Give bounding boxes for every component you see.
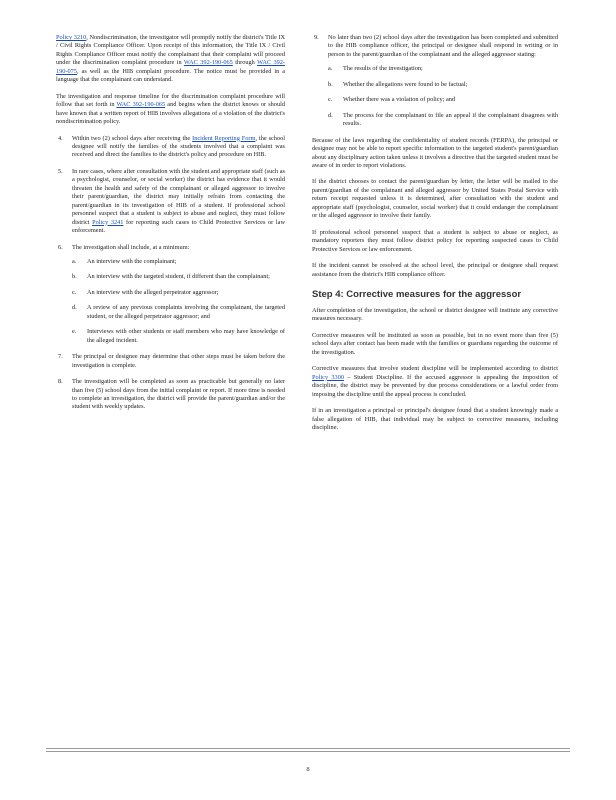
paragraph-after-completion: After completion of the investigation, the school or district designee will institute any corrective measures necessary.: [312, 306, 558, 323]
wac-392-190-065-link-2[interactable]: WAC 392-190-065: [116, 101, 166, 109]
policy-3241-link[interactable]: Policy 3241: [92, 218, 124, 226]
wac-392-190-065-link[interactable]: WAC 392-190-065: [183, 59, 233, 67]
footer-divider-2: [46, 751, 570, 752]
sub-item: b. An interview with the targeted student, if different than the complainant;: [72, 273, 270, 281]
footer-divider: [46, 748, 570, 749]
page-number: 8: [306, 766, 310, 773]
paragraph-ferpa: Because of the laws regarding the confidentiality of student records (FERPA), the principal or designee may not be able to report specific information to the targeted student's parent/guardian about any disciplinary action taken unless it involves a directive that the targeted student must be aware of in order to report violations.: [312, 136, 558, 169]
paragraph-unresolved: If the incident cannot be resolved at the school level, the principal or designee shall request assistance from the district's HIB compliance officer.: [312, 262, 558, 278]
sub-item: e. Interviews with other students or staff members who may have knowledge of the alleged incident.: [72, 328, 285, 344]
sub-item: a. The results of the investigation;: [328, 65, 423, 73]
left-column: [56, 34, 285, 420]
sub-item: a. An interview with the complainant;: [72, 257, 177, 265]
paragraph-title-ix-notice: Policy 3210, Nondiscrimination, the investigator will promptly notify the district's Title IX / Civil Rights Compliance Officer. Upon receipt of this information, the Title IX / Civil Rights Compliance Officer must notify the complainant that their complaint will proceed under the discrimination complaint procedure in WAC 392-190-065 through WAC 392-190-075, as well as the HIB complaint procedure. The notice must be provided in a language that the complainant can understand.: [56, 34, 286, 84]
list-item-9: 9. No later than two (2) school days after the investigation has been completed and submitted to the HIB compliance officer, the principal or designee shall respond in writing or in person to the parent/guardian of the complainant and the alleged aggressor stating: a. The results of the investigation; b. Whether the allegations were found to be factual; c. Whether there was a violation of policy; and d. The process for the complainant to file an appeal if the complainant disagrees with results.: [314, 34, 558, 128]
paragraph-timeline: The investigation and response timeline for the discrimination complaint procedure will follow that set forth in WAC 392-190-065 and begins when the district knows or should have known that a written report of HIB involves allegations of a violation of the district's nondiscrimination policy.: [56, 92, 285, 126]
numbered-list-left: [56, 135, 285, 412]
list-item-7: 7. The principal or designee may determine that other steps must be taken before the investigation is complete.: [58, 353, 285, 369]
sub-list-investigation: [72, 258, 285, 345]
numbered-list-right: [312, 34, 558, 129]
policy-3210-link[interactable]: Policy 3210: [56, 34, 87, 41]
item-number: 7.: [58, 353, 63, 361]
list-item-8: 8. The investigation will be completed as soon as practicable but generally no later than five (5) school days from the initial complaint or report. If more time is needed to complete an investigation, the district will provide the parent/guardian and/or the student with weekly updates.: [58, 378, 285, 411]
sub-item: d. A review of any previous complaints involving the complainant, the targeted student, or the alleged perpetrator aggressor; and: [72, 304, 285, 320]
paragraph-instituted: Corrective measures will be instituted as soon as possible, but in no event more than five (5) school days after contact has been made with the families or guardians regarding the outcome of the investigation.: [312, 331, 558, 356]
item-number: 4.: [58, 134, 63, 142]
list-item-6: 6. The investigation shall include, at a minimum: a. An interview with the complainant; b. An interview with the targeted student, if different than the complainant; c. An interview with the alleged perpetrator aggressor; d. A review of any previous complaints involving the complainant, the targeted student, or the alleged perpetrator aggressor; and e. Interviews with other students or staff members who may have knowledge of the alleged incident.: [58, 243, 285, 344]
list-item-4: 4. Within two (2) school days after receiving the Incident Reporting Form, the school designee will notify the families of the students involved that a complaint was received and direct the families to the district's policy and procedure on HIB.: [58, 134, 286, 159]
item-number: 8.: [58, 378, 63, 386]
incident-reporting-form-link[interactable]: Incident Reporting Form: [192, 134, 256, 142]
item-number: 6.: [58, 243, 63, 251]
paragraph-false-allegation: If in an investigation a principal or principal's designee found that a student knowingly made a false allegation of HIB, that individual may be subject to corrective measures, including discipline.: [312, 407, 558, 431]
section-heading-step-4: Step 4: Corrective measures for the aggressor: [312, 288, 522, 300]
item-number: 5.: [58, 167, 63, 175]
sub-item: b. Whether the allegations were found to be factual;: [328, 80, 468, 88]
item-number: 9.: [314, 34, 319, 41]
right-column: [312, 34, 558, 440]
sub-list-response: [328, 65, 558, 128]
paragraph-abuse-reporting: If professional school personnel suspect that a student is subject to abuse or neglect, as mandatory reporters they must follow district policy for reporting suspected cases to Child Protective Services or law enforcement.: [312, 228, 558, 253]
policy-3300-link[interactable]: Policy 3300: [312, 373, 344, 381]
sub-item: c. Whether there was a violation of policy; and: [328, 96, 456, 104]
wac-392-190-075-link[interactable]: WAC 392-190-075: [56, 59, 286, 75]
sub-item: d. The process for the complainant to file an appeal if the complainant disagrees with results.: [328, 111, 558, 128]
paragraph-letter: If the district chooses to contact the parent/guardian by letter, the letter will be mailed to the parent/guardian of the complainant and alleged aggressor by United States Postal Service with return receipt requested unless it is determined, after consultation with the student and appropriate staff (psychologist, counselor, social worker) that it could endanger the complainant or the alleged aggressor to involve their family.: [312, 178, 558, 220]
paragraph-discipline: Corrective measures that involve student discipline will be implemented according to district Policy 3300 – Student Discipline. If the accused aggressor is appealing the imposition of discipline, the district may be prevented by due process considerations or a lawful order from imposing the discipline until the appeal process is concluded.: [312, 365, 558, 398]
sub-item: c. An interview with the alleged perpetrator aggressor;: [72, 288, 219, 296]
list-item-5: 5. In rare cases, where after consultation with the student and appropriate staff (such as a psychologist, counselor, or social worker) the district has evidence that it would threaten the health and safety of the complainant or alleged aggressor to involve their parent/guardian, the district may initially refrain from contacting the parent/guardian in its investigation of HIB of a student. If professional school personnel suspect that a student is subject to abuse and neglect, they must follow district Policy 3241 for reporting such cases to Child Protective Services or law enforcement.: [58, 167, 285, 235]
